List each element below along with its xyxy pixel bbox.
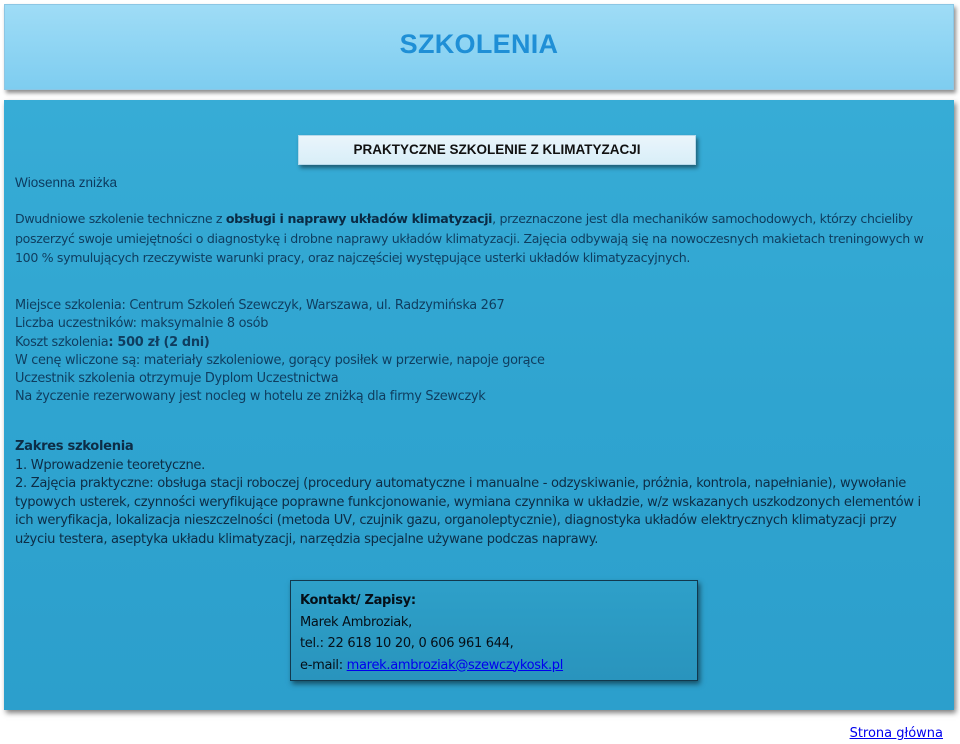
home-link[interactable]: Strona główna	[849, 726, 943, 741]
description-text-start: Dwudniowe szkolenie techniczne z	[15, 211, 226, 226]
contact-name: Marek Ambroziak,	[300, 614, 412, 630]
scope-item-practice-line2: typowych usterek, czynności weryfikujące poprawne funkcjonowanie, wymiana czynnika w układzie, w/z wskazanych uszkodzonych elementów i	[15, 494, 921, 510]
training-cost	[15, 334, 940, 352]
cost-label: Koszt szkolenia	[15, 334, 109, 350]
training-scope	[15, 438, 945, 549]
course-details	[15, 297, 940, 407]
contact-heading: Kontakt/ Zapisy:	[300, 593, 416, 608]
course-description	[15, 209, 940, 268]
scope-item-practice-line3: ich weryfikacja, lokalizacja nieszczelności (metoda UV, czujnik gazu, organoleptycznie), diagnostyka układów elektrycznych klimatyzacji przy	[15, 513, 897, 528]
training-location: Miejsce szkolenia: Centrum Szkoleń Szewczyk, Warszawa, ul. Radzymińska 267	[15, 298, 505, 313]
email-label: e-mail:	[300, 657, 347, 673]
page-title: SZKOLENIA	[399, 29, 559, 59]
diploma-info: Uczestnik szkolenia otrzymuje Dyplom Uczestnictwa	[15, 371, 339, 387]
hotel-info: Na życzenie rezerwowany jest nocleg w hotelu ze zniżką dla firmy Szewczyk	[15, 389, 486, 405]
page-header	[4, 4, 954, 90]
scope-item-practice-line4: użyciu testera, aseptyka układu klimatyzacji, narzędzia specjalne używane podczas naprawy.	[15, 531, 599, 547]
scope-item-practice-line1: 2. Zajęcia praktyczne: obsługa stacji roboczej (procedury automatyczne i manualne - odzyskiwanie, próżnia, kontrola, napełnianie), wywołanie	[15, 476, 907, 491]
promo-label: Wiosenna zniżka	[15, 175, 118, 190]
course-title-banner: PRAKTYCZNE SZKOLENIE Z KLIMATYZACJI	[298, 135, 696, 165]
contact-box	[290, 580, 698, 681]
description-text-rest: , przeznaczone jest dla mechaników samochodowych, którzy chcieliby poszerzyć swoje umiejętności o diagnostykę i drobne naprawy układów klimatyzacji. Zajęcia odbywają się na nowoczesnych makietach treningowych w 100 % symulujących rzeczywiste warunki pracy, oraz najczęściej występujące usterki układów klimatyzacyjnych.	[15, 211, 924, 265]
contact-email-row	[300, 655, 697, 677]
description-highlight: obsługi i naprawy układów klimatyzacji	[225, 211, 493, 226]
scope-heading: Zakres szkolenia	[15, 439, 134, 454]
email-link[interactable]: marek.ambroziak@szewczykosk.pl	[346, 657, 564, 673]
participants-limit: Liczba uczestników: maksymalnie 8 osób	[15, 316, 269, 332]
course-panel	[4, 100, 954, 710]
scope-item-theory: 1. Wprowadzenie teoretyczne.	[15, 457, 206, 473]
cost-value: : 500 zł (2 dni)	[108, 334, 210, 350]
price-includes: W cenę wliczone są: materiały szkoleniowe, gorący posiłek w przerwie, napoje gorące	[15, 352, 545, 368]
contact-phone: tel.: 22 618 10 20, 0 606 961 644,	[300, 636, 514, 651]
